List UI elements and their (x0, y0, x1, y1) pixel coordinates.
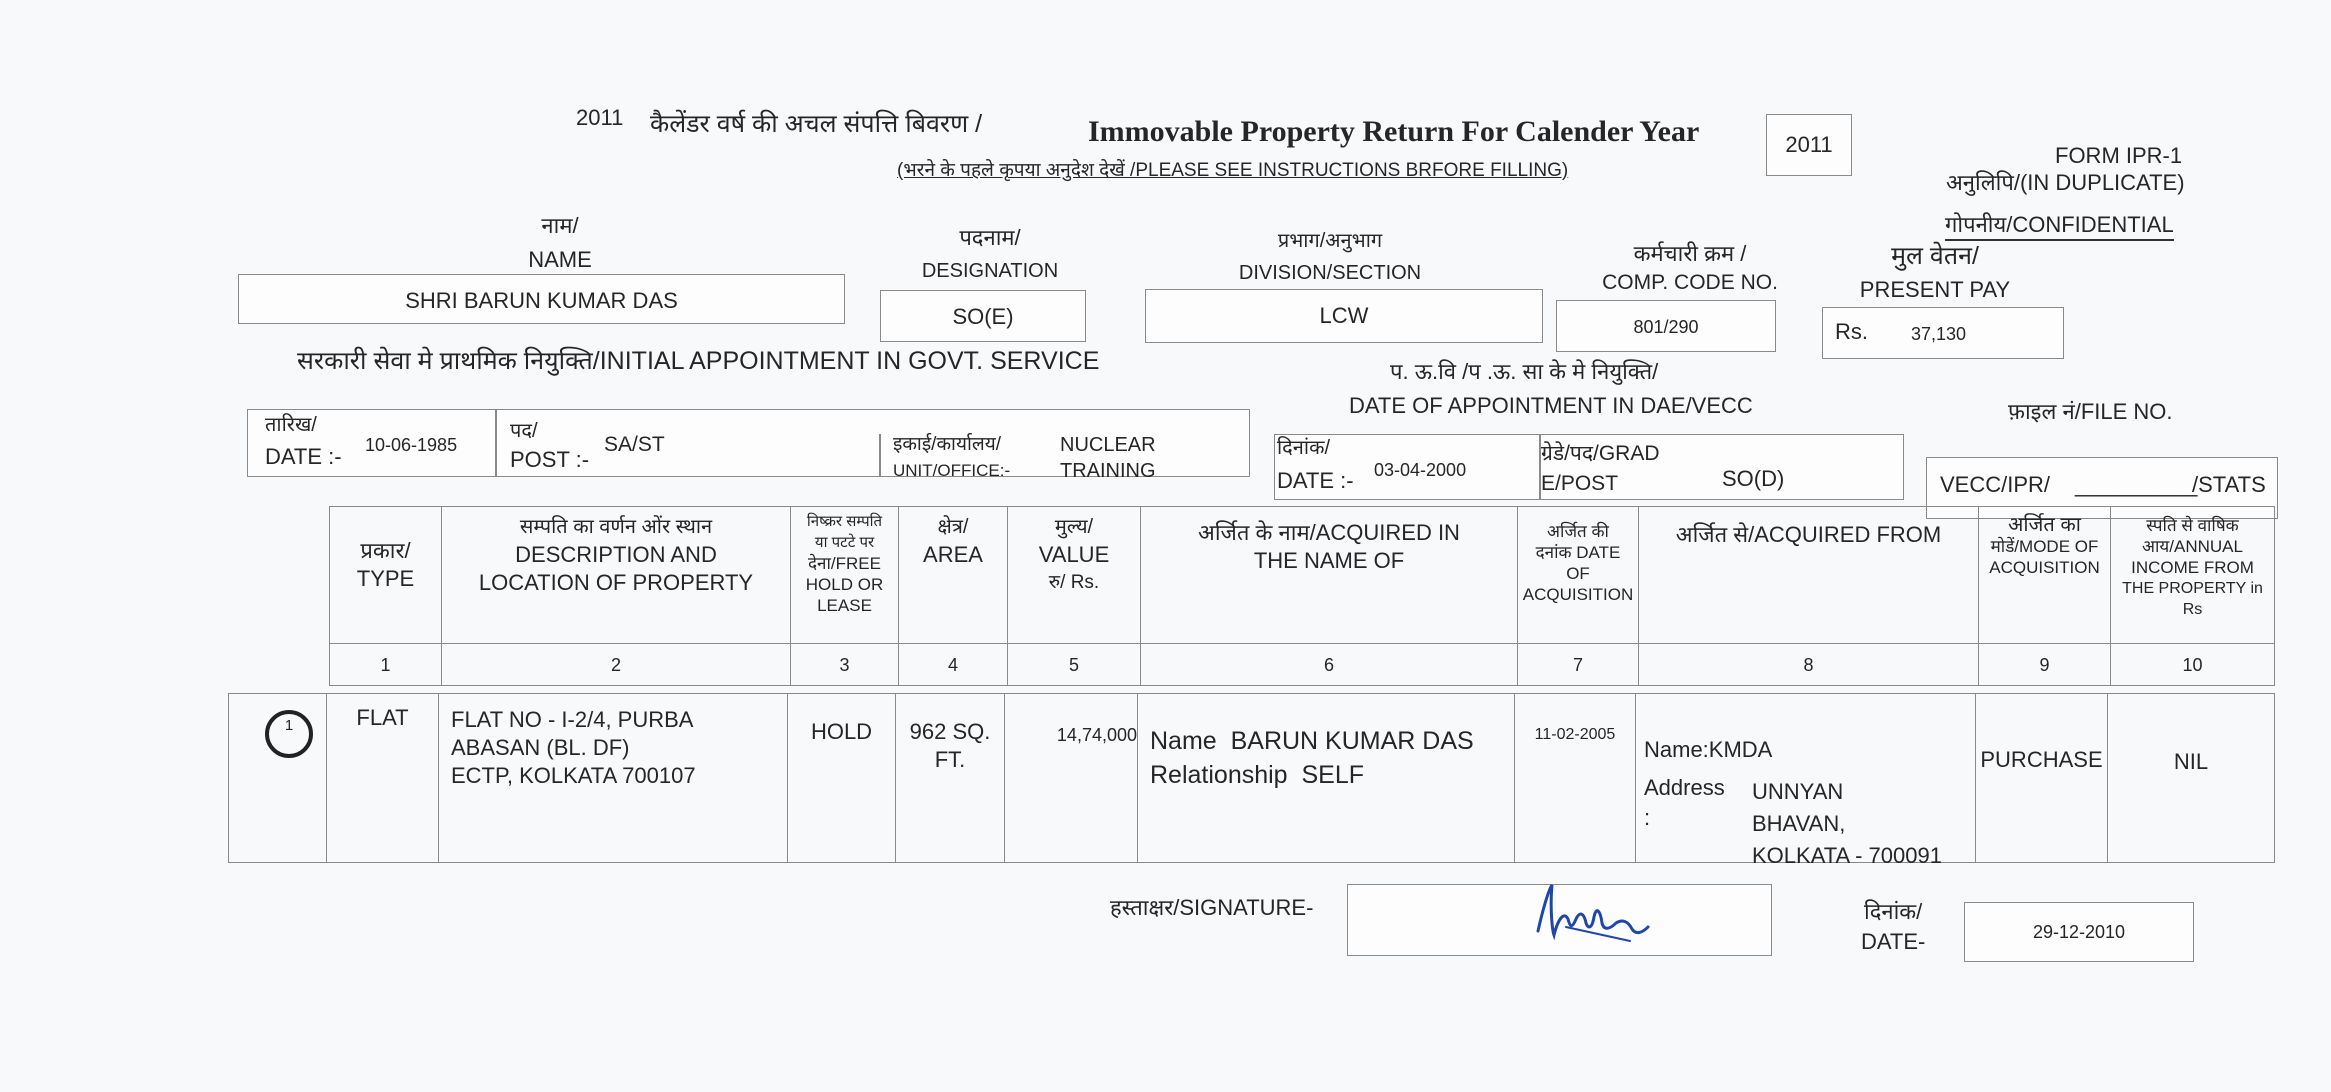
property-table-header (329, 506, 2275, 686)
row-serial-cell (229, 694, 327, 863)
address-colon: : (1644, 805, 1651, 830)
table-row (229, 694, 2275, 863)
instructions-note: (भरने के पहले कृपया अनुदेश देखें /PLEASE SEE INSTRUCTIONS BRFORE FILLING) (897, 160, 1569, 181)
col-header-tenure (791, 507, 899, 644)
confidential-label: गोपनीय/CONFIDENTIAL (1945, 211, 2174, 241)
designation-label-en: DESIGNATION (921, 260, 1059, 282)
pay-label-en: PRESENT PAY (1859, 277, 2011, 302)
value-en: VALUE (1038, 542, 1110, 567)
row-description (439, 694, 788, 863)
row-type: FLAT (327, 694, 439, 863)
unit-label-en: UNIT/OFFICE:- (893, 461, 1011, 480)
column-number: 1 (330, 644, 442, 686)
col-header-area (899, 507, 1008, 644)
code-field: 801/290 (1556, 300, 1776, 352)
column-number: 10 (2111, 644, 2275, 686)
code-label-en: COMP. CODE NO. (1602, 271, 1778, 294)
desc-en-2: LOCATION OF PROPERTY (478, 570, 754, 595)
type-en: TYPE (356, 566, 415, 591)
desc-line2: ABASAN (BL. DF) (451, 735, 630, 760)
date-label-en: DATE :- (265, 444, 342, 469)
area-hi: क्षेत्र/ (937, 516, 969, 538)
column-number: 8 (1639, 644, 1979, 686)
tenure-hi-2: या पटटे पर (814, 534, 875, 551)
address-line2: BHAVAN, (1752, 811, 1846, 836)
unit-value-line2: TRAINING (1060, 460, 1156, 482)
tenure-en-1: HOLD OR (805, 575, 884, 594)
area-en: AREA (923, 542, 983, 567)
mode-3: ACQUISITION (1989, 558, 2100, 577)
row-acquisition-date: 11-02-2005 (1515, 694, 1636, 863)
division-label-hi: प्रभाग/अनुभाग (1277, 230, 1383, 252)
name-label-en: NAME (528, 247, 592, 272)
value-unit: रु/ Rs. (1048, 572, 1100, 593)
footer-date-field: 29-12-2010 (1964, 902, 2194, 962)
col-header-income (2111, 507, 2275, 644)
grade-value: SO(D) (1722, 466, 1785, 491)
name-field: SHRI BARUN KUMAR DAS (238, 274, 845, 324)
column-number: 4 (899, 644, 1008, 686)
unit-value-line1: NUCLEAR (1060, 434, 1156, 456)
year-box: 2011 (1766, 114, 1852, 176)
unit-label-hi: इकाई/कार्यालय/ (893, 434, 1002, 455)
column-number: 5 (1008, 644, 1141, 686)
income-2: आय/ANNUAL (2142, 537, 2243, 556)
dae-appointment-label-en: DATE OF APPOINTMENT IN DAE/VECC (1349, 393, 1753, 418)
from-name: Name:KMDA (1644, 737, 1773, 762)
initial-appointment-label: सरकारी सेवा मे प्राथमिक नियुक्ति/INITIAL APPOINTMENT IN GOVT. SERVICE (297, 347, 1100, 375)
type-hi: प्रकार/ (360, 538, 411, 563)
divider (879, 434, 881, 476)
division-field: LCW (1145, 289, 1543, 343)
row-tenure: HOLD (788, 694, 896, 863)
mode-2: मोडें/MODE OF (1990, 537, 2099, 556)
signature-box (1347, 884, 1772, 956)
initial-appointment-box (247, 409, 1250, 482)
post-label-hi: पद/ (510, 420, 538, 442)
division-label-en: DIVISION/SECTION (1238, 262, 1422, 284)
income-4: THE PROPERTY in Rs (2122, 580, 2263, 618)
dae-date-label-en: DATE :- (1277, 468, 1354, 493)
acq-date-1: अर्जित की (1547, 522, 1609, 541)
code-label-hi: कर्मचारी क्रम / (1633, 241, 1747, 266)
date-value: 10-06-1985 (365, 435, 458, 455)
pay-field (1822, 307, 2064, 359)
file-prefix: VECC/IPR/ (1940, 472, 2051, 497)
row-acquired-name (1138, 694, 1515, 863)
row-value: 14,74,000 (1005, 694, 1138, 863)
divider (495, 410, 497, 476)
desc-line1: FLAT NO - I-2/4, PURBA (451, 707, 694, 732)
property-table-body (228, 693, 2275, 868)
col-header-acquired-name (1141, 507, 1518, 644)
row-mode: PURCHASE (1976, 694, 2108, 863)
income-1: स्पति से वाषिक (2146, 516, 2239, 535)
dae-date-label-hi: दिनांक/ (1277, 437, 1330, 459)
col-header-value (1008, 507, 1141, 644)
col-header-type (330, 507, 442, 644)
column-number: 9 (1979, 644, 2111, 686)
column-number: 6 (1141, 644, 1518, 686)
footer-date-label-hi: दिनांक/ (1864, 899, 1923, 924)
column-number: 3 (791, 644, 899, 686)
area-line1: 962 SQ. (909, 719, 991, 744)
relationship-label: Relationship (1150, 761, 1288, 789)
column-number: 2 (442, 644, 791, 686)
income-3: INCOME FROM (2131, 558, 2254, 577)
address-label: Address (1644, 775, 1725, 800)
col-header-acquisition-date (1518, 507, 1639, 644)
dae-appointment-label-hi: प. ऊ.वि /प .ऊ. सा के मे नियुक्ति/ (1390, 359, 1659, 384)
footer-date-label-en: DATE- (1861, 929, 1926, 954)
acq-name-1: अर्जित के नाम/ACQUIRED IN (1198, 520, 1460, 545)
address-line3: KOLKATA - 700091 (1752, 843, 1942, 868)
dae-appointment-box (1274, 434, 1904, 500)
acq-from: अर्जित से/ACQUIRED FROM (1675, 522, 1942, 547)
tenure-hi-1: निष्क्रर सम्पति (806, 513, 883, 530)
column-number-row (330, 644, 2275, 686)
tenure-en-2: LEASE (817, 596, 872, 615)
designation-label-hi: पदनाम/ (959, 225, 1021, 250)
pay-value: 37,130 (1911, 324, 1967, 344)
desc-hi: सम्पति का वर्णन ओंर स्थान (519, 516, 713, 538)
name-label-hi: नाम/ (541, 213, 579, 238)
date-label-hi: तारिख/ (265, 414, 317, 436)
pay-currency: Rs. (1835, 319, 1868, 344)
grade-label-line1: ग्रेडे/पद/GRAD (1541, 442, 1660, 465)
designation-field: SO(E) (880, 290, 1086, 342)
acq-date-4: ACQUISITION (1522, 585, 1634, 604)
header-row (330, 507, 2275, 644)
acq-date-3: OF (1566, 564, 1590, 583)
file-suffix: /STATS (2192, 472, 2266, 497)
form-number: FORM IPR-1 (2055, 143, 2183, 168)
mode-1: अर्जित का (2008, 514, 2081, 536)
row-acquired-from (1636, 694, 1976, 868)
col-header-acquired-from (1639, 507, 1979, 644)
pay-label-hi: मुल वेतन/ (1891, 242, 1979, 270)
column-number: 7 (1518, 644, 1639, 686)
post-value: SA/ST (604, 433, 665, 456)
acq-name-2: THE NAME OF (1253, 548, 1405, 573)
post-label-en: POST :- (510, 447, 590, 472)
name-value: BARUN KUMAR DAS (1230, 727, 1474, 755)
duplicate-label: अनुलिपि/(IN DUPLICATE) (1946, 170, 2185, 195)
tenure-hi-3: देना/FREE (808, 554, 881, 573)
row-area (896, 694, 1005, 863)
address-line1: UNNYAN (1752, 779, 1844, 804)
value-hi: मुल्य/ (1054, 516, 1094, 538)
acq-date-2: दनांक DATE (1535, 543, 1621, 562)
name-label: Name (1150, 727, 1217, 755)
form-title: Immovable Property Return For Calender Year (1088, 115, 1700, 148)
title-year-prefix: 2011 (576, 105, 624, 130)
file-no-label: फ़ाइल नं/FILE NO. (2008, 399, 2173, 424)
col-header-mode (1979, 507, 2111, 644)
signature-scribble (1530, 879, 1670, 959)
serial-circle: 1 (265, 710, 313, 758)
dae-date-value: 03-04-2000 (1374, 460, 1467, 480)
file-blank: __________ (2075, 472, 2198, 497)
relationship-value: SELF (1301, 761, 1365, 789)
signature-label: हस्ताक्षर/SIGNATURE- (1110, 895, 1314, 920)
desc-line3: ECTP, KOLKATA 700107 (451, 763, 696, 788)
row-income: NIL (2108, 694, 2275, 863)
title-hindi: कैलेंडर वर्ष की अचल संपत्ति बिवरण / (650, 110, 983, 138)
desc-en-1: DESCRIPTION AND (515, 542, 717, 567)
grade-label-line2: E/POST (1541, 472, 1619, 495)
area-line2: FT. (934, 747, 966, 772)
col-header-description (442, 507, 791, 644)
